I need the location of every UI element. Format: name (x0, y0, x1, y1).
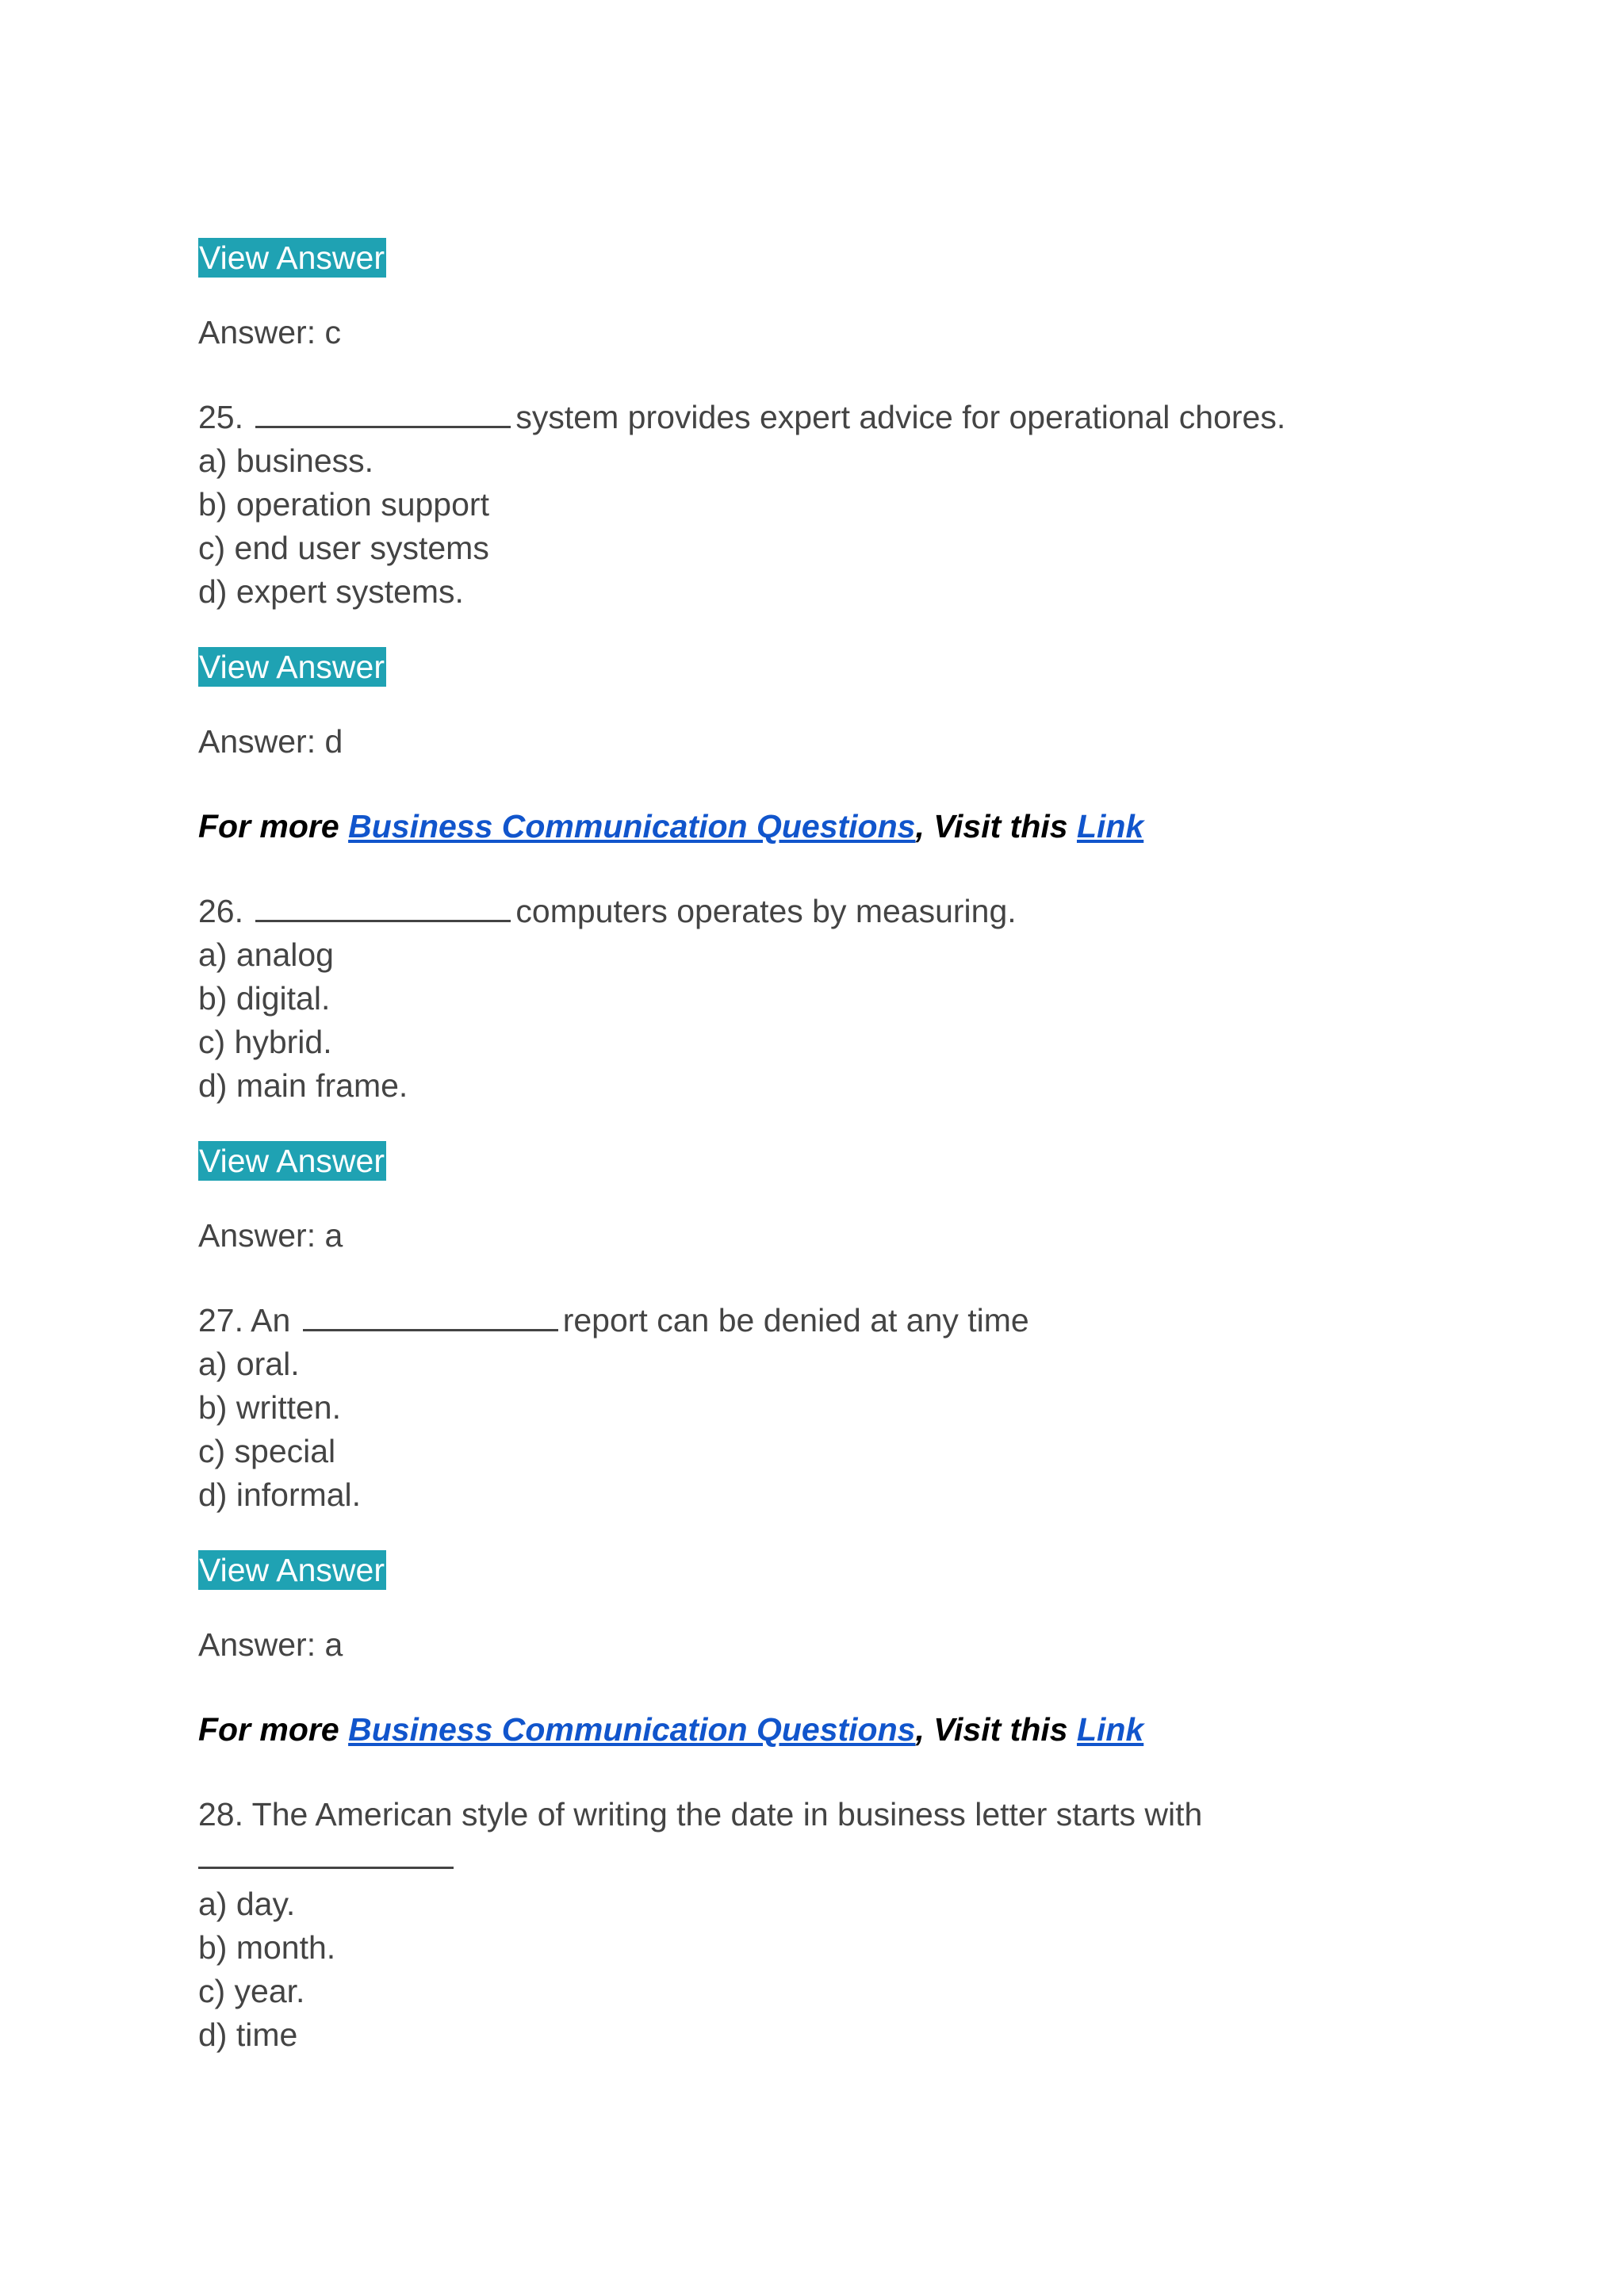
question-25 (198, 396, 1435, 614)
more-questions-note: For more Business Communication Questions, Visit this Link (198, 808, 1144, 844)
blank-line (255, 396, 511, 428)
view-answer-button[interactable]: View Answer (199, 1552, 385, 1588)
business-communication-questions-link[interactable]: Business Communication Questions (348, 1711, 916, 1748)
option-d: d) expert systems. (198, 573, 464, 610)
answer-text: Answer: d (198, 723, 343, 760)
question-27 (198, 1299, 1435, 1517)
question-text: 25. system provides expert advice for operational chores. (198, 396, 1435, 439)
more-questions-note: For more Business Communication Questions, Visit this Link (198, 1711, 1144, 1748)
option-a: a) day. (198, 1886, 296, 1922)
option-c: c) end user systems (198, 530, 489, 566)
business-communication-questions-link[interactable]: Business Communication Questions (348, 808, 916, 844)
option-a: a) business. (198, 442, 374, 479)
option-d: d) main frame. (198, 1067, 408, 1104)
question-28 (198, 1793, 1435, 2057)
view-answer-button[interactable]: View Answer (199, 1143, 385, 1179)
option-b: b) operation support (198, 486, 489, 523)
option-d: d) time (198, 2016, 298, 2053)
blank-line (303, 1299, 558, 1331)
document-page (198, 238, 1435, 2057)
blank-line (198, 1836, 454, 1869)
question-text: 26. computers operates by measuring. (198, 890, 1435, 933)
option-c: c) hybrid. (198, 1024, 332, 1060)
answer-text: Answer: a (198, 1626, 343, 1663)
answer-text: Answer: a (198, 1217, 343, 1254)
visit-link[interactable]: Link (1076, 808, 1144, 844)
option-c: c) year. (198, 1973, 305, 2009)
option-d: d) informal. (198, 1476, 362, 1513)
answer-text: Answer: c (198, 314, 341, 350)
visit-link[interactable]: Link (1076, 1711, 1144, 1748)
option-a: a) analog (198, 936, 334, 973)
question-26 (198, 890, 1435, 1108)
view-answer-button[interactable]: View Answer (199, 239, 385, 276)
option-c: c) special (198, 1433, 336, 1469)
option-b: b) written. (198, 1389, 341, 1426)
question-text: 27. An report can be denied at any time (198, 1299, 1435, 1342)
blank-line (255, 890, 511, 922)
option-b: b) digital. (198, 980, 331, 1017)
question-text: 28. The American style of writing the date in business letter starts with (198, 1796, 1203, 1833)
option-a: a) oral. (198, 1346, 300, 1382)
view-answer-button[interactable]: View Answer (199, 649, 385, 685)
option-b: b) month. (198, 1929, 336, 1966)
